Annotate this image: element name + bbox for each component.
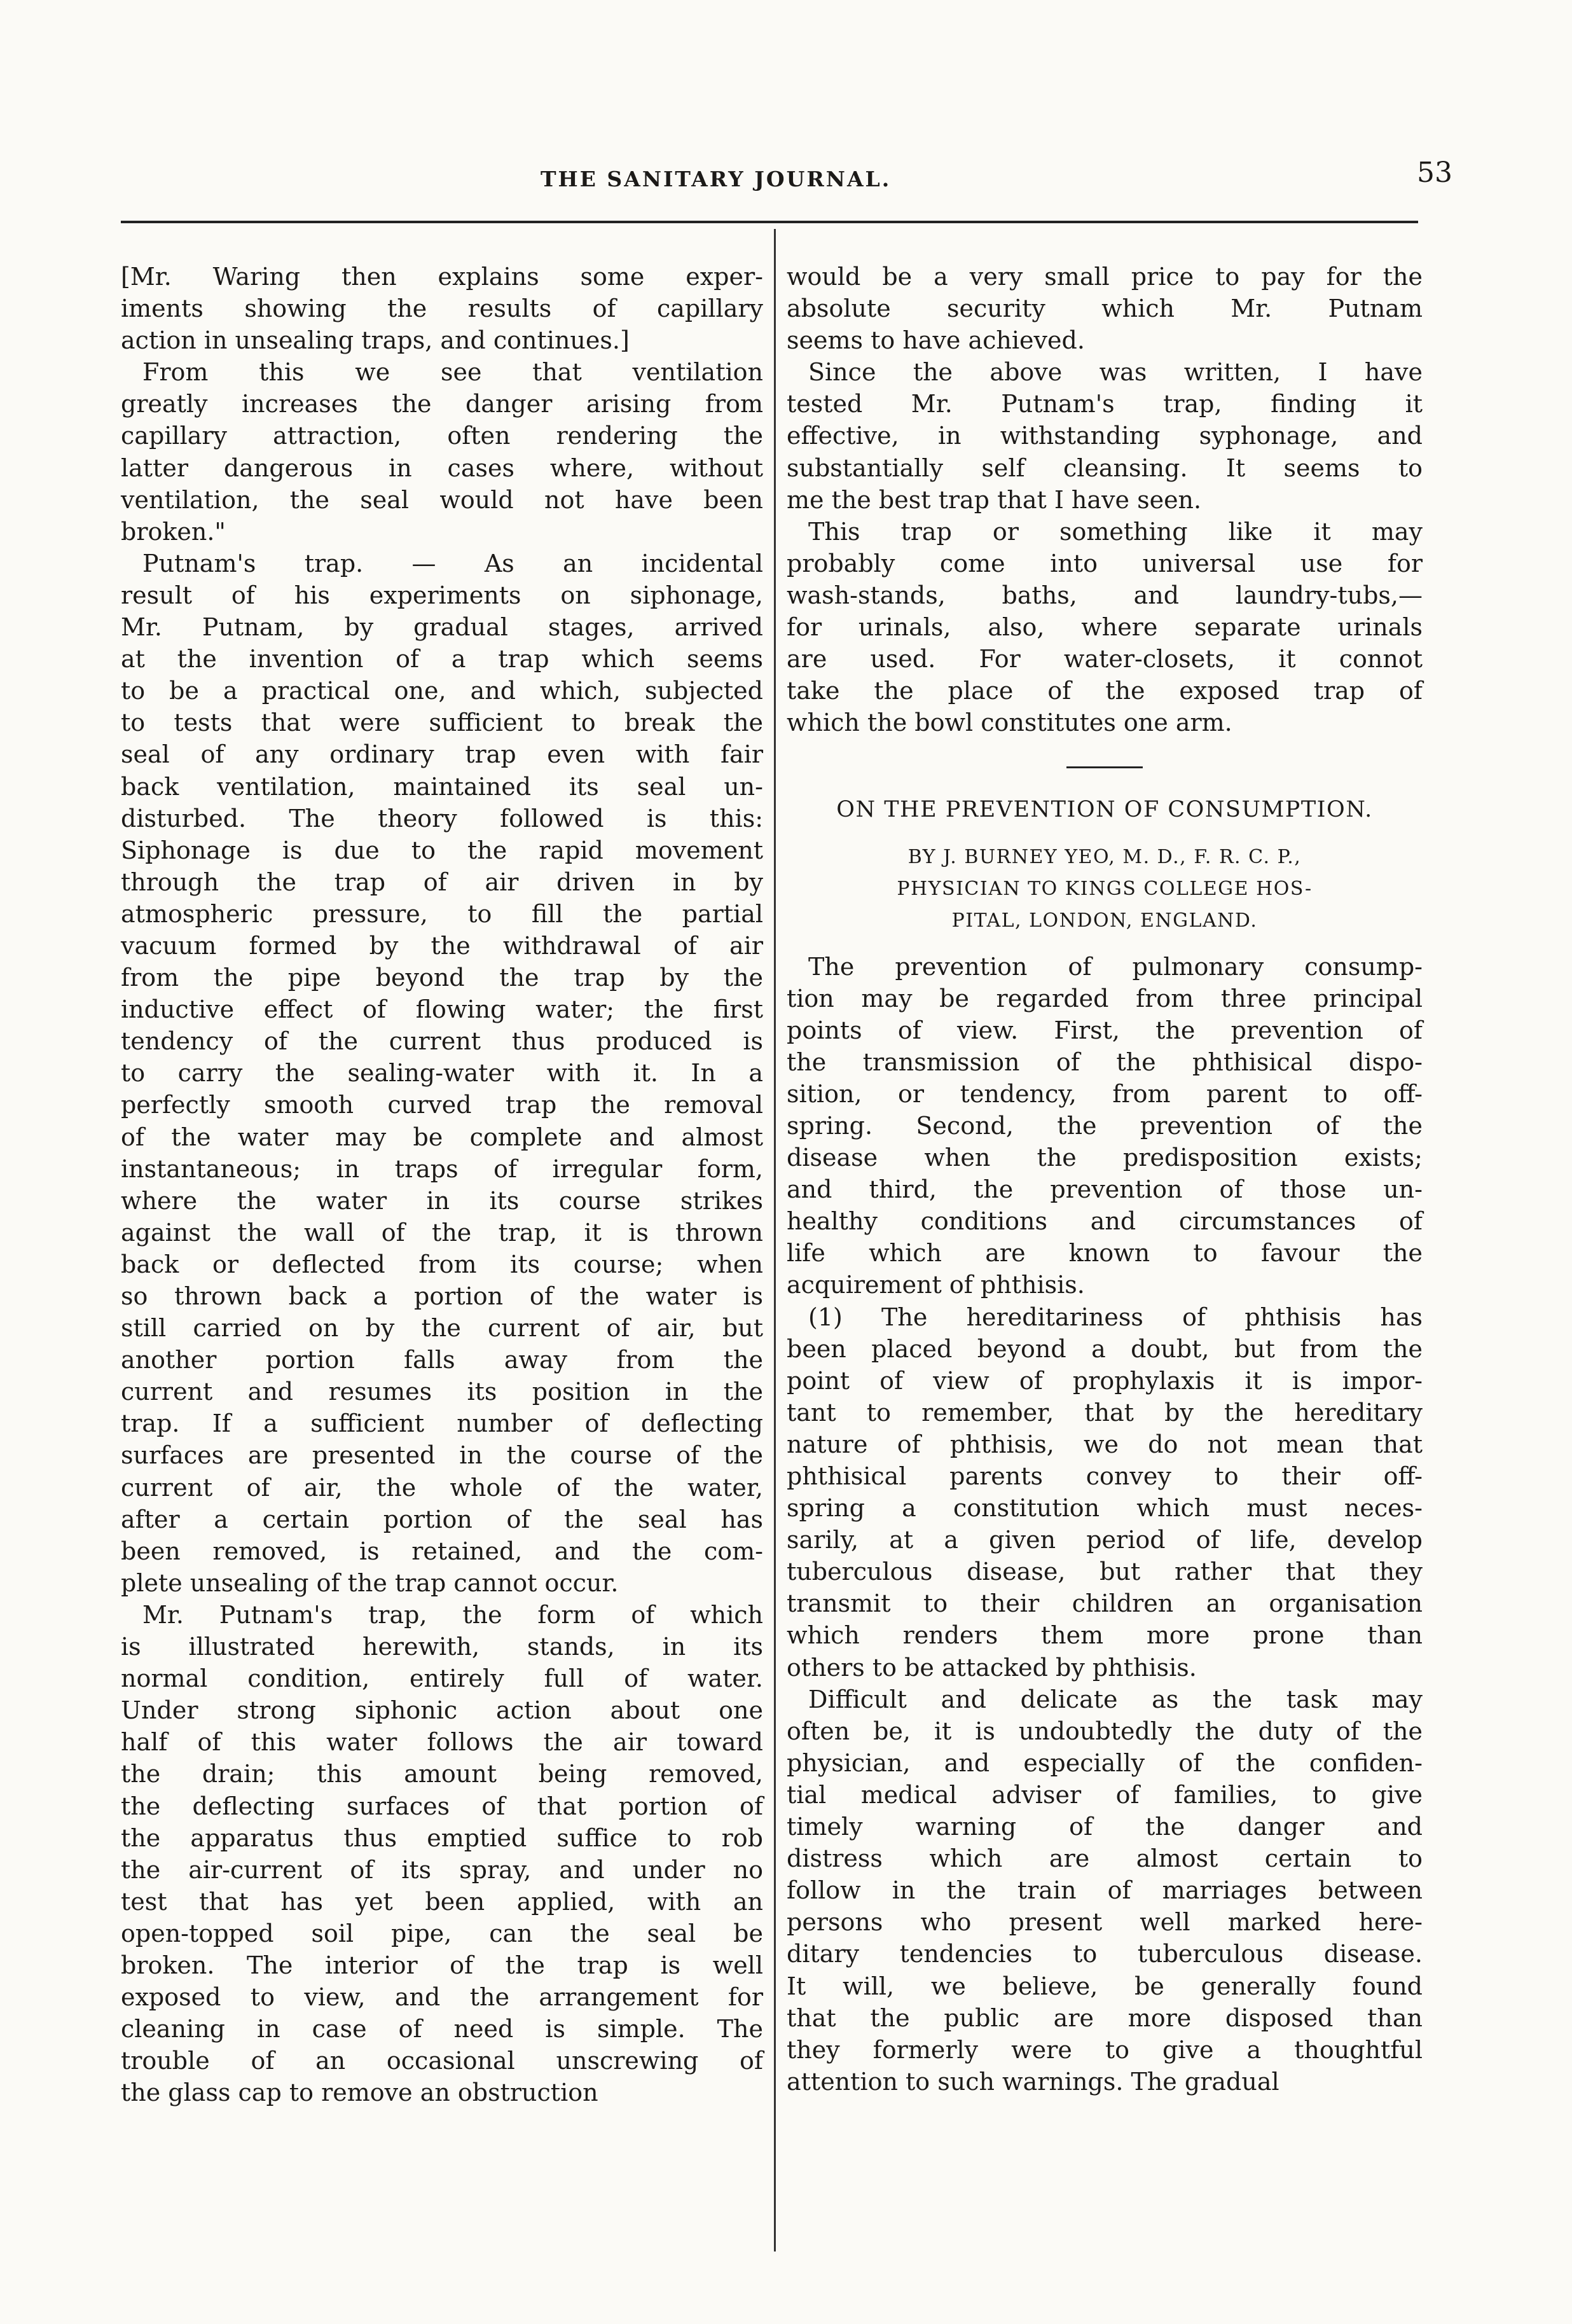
text-line: take the place of the exposed trap of <box>787 677 1423 705</box>
text-line: been removed, is retained, and the com- <box>121 1537 763 1565</box>
text-line: action in unsealing traps, and continues.] <box>121 326 630 355</box>
text-line: for urinals, also, where separate urinals <box>787 613 1423 642</box>
text-line: to be a practical one, and which, subjected <box>121 677 763 705</box>
text-line: tion may be regarded from three principal <box>787 984 1423 1013</box>
text-line: the drain; this amount being removed, <box>121 1760 763 1788</box>
text-line: From this we see that ventilation <box>142 358 763 387</box>
article-body <box>787 951 1423 2098</box>
text-line: from the pipe beyond the trap by the <box>121 964 763 992</box>
text-line: another portion falls away from the <box>121 1346 763 1374</box>
byline-line: PHYSICIAN TO KINGS COLLEGE HOS- <box>897 877 1313 900</box>
text-line: the deflecting surfaces of that portion of <box>121 1792 763 1820</box>
text-line: tested Mr. Putnam's trap, finding it <box>787 390 1423 418</box>
text-line: acquirement of phthisis. <box>787 1271 1085 1299</box>
text-line: perfectly smooth curved trap the removal <box>121 1091 763 1119</box>
text-line: ditary tendencies to tuberculous disease. <box>787 1940 1423 1968</box>
text-line: which renders them more prone than <box>787 1621 1423 1650</box>
text-line: current and resumes its position in the <box>121 1378 763 1406</box>
text-line: persons who present well marked here- <box>787 1908 1423 1937</box>
right-paragraph-continued <box>787 261 1423 738</box>
text-line: instantaneous; in traps of irregular form, <box>121 1154 763 1183</box>
text-line: half of this water follows the air toward <box>121 1728 763 1757</box>
text-line: Difficult and delicate as the task may <box>808 1685 1423 1713</box>
text-line: inductive effect of flowing water; the first <box>121 995 763 1024</box>
text-line: nature of phthisis, we do not mean that <box>787 1430 1423 1458</box>
text-line: tendency of the current thus produced is <box>121 1027 763 1056</box>
article-heading: ON THE PREVENTION OF CONSUMPTION. <box>836 797 1373 823</box>
text-line: test that has yet been applied, with an <box>121 1887 763 1916</box>
text-line: tuberculous disease, but rather that they <box>787 1558 1423 1586</box>
column-divider <box>774 229 776 2251</box>
text-line: the transmission of the phthisical dispo- <box>787 1048 1423 1076</box>
text-line: broken. The interior of the trap is well <box>121 1951 763 1979</box>
text-line: timely warning of the danger and <box>787 1813 1423 1841</box>
section-separator-rule <box>1066 766 1143 768</box>
text-line: This trap or something like it may <box>808 517 1423 546</box>
text-line: latter dangerous in cases where, without <box>121 453 763 482</box>
text-line: Under strong siphonic action about one <box>121 1696 763 1725</box>
text-line: which the bowl constitutes one arm. <box>787 709 1232 737</box>
text-line: Putnam's trap. — As an incidental <box>142 549 763 578</box>
text-line: exposed to view, and the arrangement for <box>121 1983 763 2012</box>
text-line: absolute security which Mr. Putnam <box>787 294 1423 323</box>
left-column <box>121 261 763 2108</box>
text-line: greatly increases the danger arising from <box>121 390 763 418</box>
text-line: others to be attacked by phthisis. <box>787 1653 1197 1682</box>
text-line: surfaces are presented in the course of the <box>121 1441 763 1470</box>
page-number: 53 <box>1417 156 1452 189</box>
right-column <box>787 261 1423 2098</box>
text-line: phthisical parents convey to their off- <box>787 1462 1423 1490</box>
text-line: spring a constitution which must neces- <box>787 1494 1423 1523</box>
byline-line: PITAL, LONDON, ENGLAND. <box>951 909 1258 932</box>
text-line: trap. If a sufficient number of deflecting <box>121 1409 763 1438</box>
text-line: are used. For water-closets, it connot <box>787 645 1423 674</box>
text-line: vacuum formed by the withdrawal of air <box>121 931 763 960</box>
text-line: iments showing the results of capillary <box>121 294 763 323</box>
text-line: seems to have achieved. <box>787 326 1085 355</box>
text-line: and third, the prevention of those un- <box>787 1175 1423 1204</box>
text-line: me the best trap that I have seen. <box>787 485 1202 514</box>
text-line: substantially self cleansing. It seems to <box>787 453 1423 482</box>
text-line: to carry the sealing-water with it. In a <box>121 1059 763 1088</box>
text-line: Siphonage is due to the rapid movement <box>121 836 763 864</box>
text-line: cleaning in case of need is simple. The <box>121 2015 763 2044</box>
text-line: distress which are almost certain to <box>787 1844 1423 1873</box>
header-rule <box>121 221 1418 223</box>
byline-line: BY J. BURNEY YEO, M. D., F. R. C. P., <box>907 845 1302 868</box>
text-line: that the public are more disposed than <box>787 2003 1423 2032</box>
text-line: disease when the predisposition exists; <box>787 1144 1423 1172</box>
text-line: [Mr. Waring then explains some exper- <box>121 263 763 291</box>
text-line: sition, or tendency, from parent to off- <box>787 1079 1423 1108</box>
text-line: Since the above was written, I have <box>808 358 1423 387</box>
text-line: at the invention of a trap which seems <box>121 645 763 674</box>
text-line: healthy conditions and circumstances of <box>787 1207 1423 1236</box>
text-line: plete unsealing of the trap cannot occur. <box>121 1568 619 1597</box>
article-byline <box>787 841 1423 937</box>
text-line: physician, and especially of the confiden- <box>787 1748 1423 1777</box>
text-line: probably come into universal use for <box>787 549 1423 578</box>
text-line: disturbed. The theory followed is this: <box>121 804 763 833</box>
text-line: It will, we believe, be generally found <box>787 1972 1423 2000</box>
text-line: normal condition, entirely full of water. <box>121 1664 763 1693</box>
text-line: is illustrated herewith, stands, in its <box>121 1633 763 1661</box>
text-line: attention to such warnings. The gradual <box>787 2067 1279 2096</box>
text-line: atmospheric pressure, to fill the partial <box>121 899 763 928</box>
text-line: of the water may be complete and almost <box>121 1123 763 1151</box>
text-line: the apparatus thus emptied suffice to rob <box>121 1823 763 1852</box>
text-line: Mr. Putnam's trap, the form of which <box>142 1600 763 1629</box>
text-line: where the water in its course strikes <box>121 1186 763 1215</box>
text-line: Mr. Putnam, by gradual stages, arrived <box>121 613 763 642</box>
text-line: tant to remember, that by the hereditary <box>787 1398 1423 1427</box>
text-line: life which are known to favour the <box>787 1239 1423 1268</box>
text-line: (1) The hereditariness of phthisis has <box>808 1303 1423 1331</box>
text-line: through the trap of air driven in by <box>121 868 763 896</box>
text-line: current of air, the whole of the water, <box>121 1473 763 1502</box>
text-line: been placed beyond a doubt, but from the <box>787 1334 1423 1363</box>
text-line: effective, in withstanding syphonage, and <box>787 422 1423 450</box>
text-line: back or deflected from its course; when <box>121 1250 763 1278</box>
text-line: to tests that were sufficient to break the <box>121 709 763 737</box>
text-line: tial medical adviser of families, to give <box>787 1780 1423 1809</box>
text-line: ventilation, the seal would not have been <box>121 485 763 514</box>
text-line: they formerly were to give a thoughtful <box>787 2035 1423 2064</box>
text-line: trouble of an occasional unscrewing of <box>121 2047 763 2075</box>
text-line: points of view. First, the prevention of <box>787 1016 1423 1044</box>
text-line: The prevention of pulmonary consump- <box>808 952 1423 981</box>
text-line: often be, it is undoubtedly the duty of the <box>787 1717 1423 1745</box>
text-line: would be a very small price to pay for the <box>787 263 1423 291</box>
text-line: follow in the train of marriages between <box>787 1876 1423 1905</box>
text-line: after a certain portion of the seal has <box>121 1505 763 1533</box>
text-line: open-topped soil pipe, can the seal be <box>121 1919 763 1947</box>
text-line: result of his experiments on siphonage, <box>121 581 763 609</box>
text-line: capillary attraction, often rendering the <box>121 422 763 450</box>
text-line: sarily, at a given period of life, develop <box>787 1526 1423 1554</box>
journal-title: THE SANITARY JOURNAL. <box>541 167 892 191</box>
text-line: so thrown back a portion of the water is <box>121 1282 763 1310</box>
text-line: point of view of prophylaxis it is impor- <box>787 1366 1423 1395</box>
text-line: wash-stands, baths, and laundry-tubs,— <box>787 581 1423 609</box>
text-line: back ventilation, maintained its seal un- <box>121 772 763 801</box>
text-line: broken." <box>121 517 226 546</box>
text-line: against the wall of the trap, it is thrown <box>121 1218 763 1247</box>
text-line: the air-current of its spray, and under no <box>121 1855 763 1884</box>
text-line: spring. Second, the prevention of the <box>787 1111 1423 1140</box>
text-line: still carried on by the current of air, but <box>121 1314 763 1343</box>
text-line: the glass cap to remove an obstruction <box>121 2078 598 2107</box>
text-line: transmit to their children an organisation <box>787 1589 1423 1618</box>
text-line: seal of any ordinary trap even with fair <box>121 740 763 769</box>
